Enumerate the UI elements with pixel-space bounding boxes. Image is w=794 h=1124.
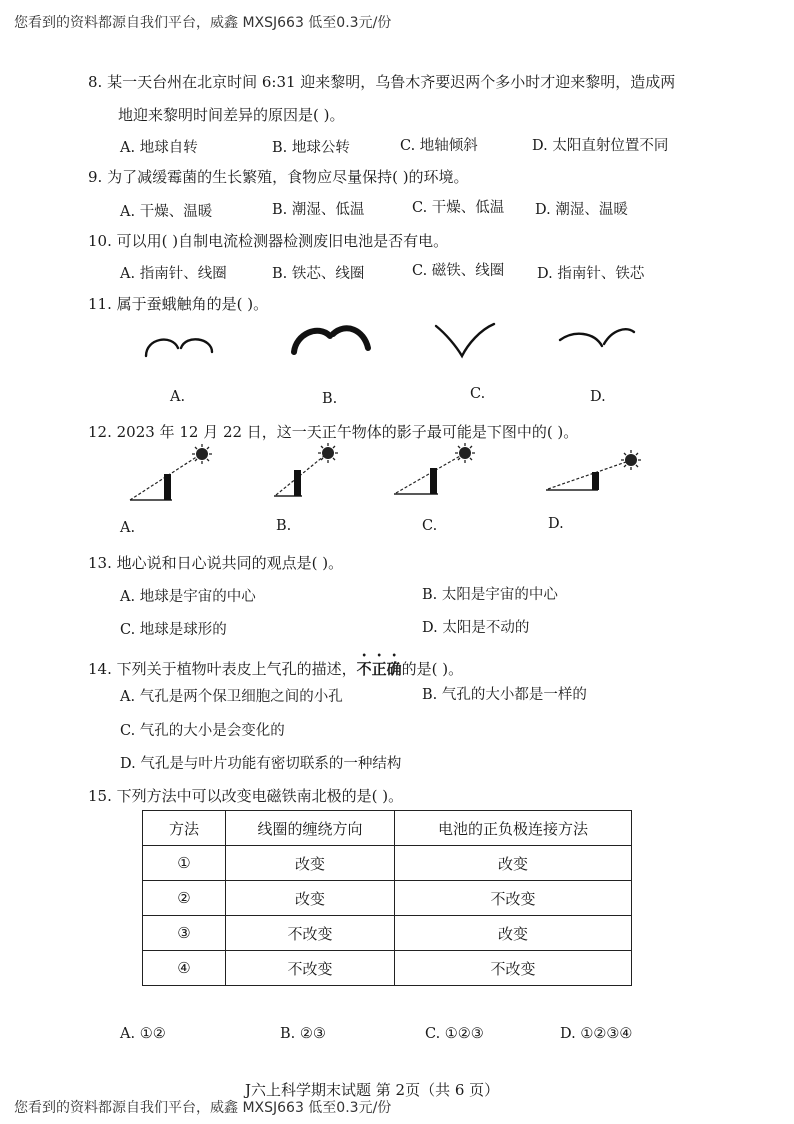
q10-stem: 10. 可以用( )自制电流检测器检测废旧电池是否有电。 — [88, 232, 449, 250]
table-cell: 不改变 — [395, 951, 632, 986]
q13-option-b: B. 太阳是宇宙的中心 — [422, 587, 558, 603]
q11-label-d: D. — [590, 389, 606, 405]
table-cell: ① — [143, 846, 226, 881]
table-cell: 不改变 — [226, 916, 395, 951]
shadow-figure-d — [546, 450, 641, 490]
q9-stem: 9. 为了减缓霉菌的生长繁殖，食物应尽量保持( )的环境。 — [88, 168, 469, 186]
table-cell: ③ — [143, 916, 226, 951]
table-cell: 不改变 — [226, 951, 395, 986]
shadow-figure-b — [274, 443, 338, 496]
q9-option-a: A. 干燥、温暖 — [120, 204, 213, 220]
shadow-figure-a — [130, 444, 212, 500]
q15-option-c: C. ①②③ — [425, 1026, 484, 1042]
q15-option-b: B. ②③ — [280, 1026, 326, 1042]
q14-stem-emphasis: 不正确 — [356, 660, 402, 678]
table-cell: 不改变 — [395, 881, 632, 916]
q12-label-d: D. — [548, 516, 564, 532]
table-header-row — [143, 811, 632, 846]
q12-label-a: A. — [120, 520, 136, 536]
table-cell: 改变 — [395, 916, 632, 951]
q13-option-d: D. 太阳是不动的 — [422, 620, 530, 636]
q8-stem-line2: 地迎来黎明时间差异的原因是( )。 — [118, 106, 345, 124]
q12-label-b: B. — [276, 518, 292, 534]
q11-label-c: C. — [470, 386, 486, 402]
q13-option-a: A. 地球是宇宙的中心 — [120, 589, 256, 605]
q8-option-b: B. 地球公转 — [272, 140, 350, 156]
q15-table — [142, 810, 632, 986]
table-cell: 改变 — [226, 846, 395, 881]
footer-page-title: J六上科学期末试题 第 2页（共 6 页） — [245, 1081, 500, 1099]
table-header-battery: 电池的正负极连接方法 — [395, 811, 632, 846]
q14-stem — [88, 650, 463, 679]
header-promo: 您看到的资料都源自我们平台，威鑫 MXSJ663 低至0.3元/份 — [14, 15, 392, 31]
q14-stem-start: 14. 下列关于植物叶表皮上气孔的描述， — [88, 660, 357, 678]
table-cell: 改变 — [226, 881, 395, 916]
q12-label-c: C. — [422, 518, 438, 534]
table-row — [143, 881, 632, 916]
q11-label-b: B. — [322, 391, 338, 407]
table-cell: ② — [143, 881, 226, 916]
table-cell: 改变 — [395, 846, 632, 881]
table-cell: ④ — [143, 951, 226, 986]
q8-option-c: C. 地轴倾斜 — [400, 138, 478, 154]
table-row — [143, 916, 632, 951]
q10-option-d: D. 指南针、铁芯 — [537, 266, 645, 282]
q10-option-a: A. 指南针、线圈 — [120, 266, 227, 282]
table-header-coil: 线圈的缠绕方向 — [226, 811, 395, 846]
table-row — [143, 951, 632, 986]
q8-stem-line1: 8. 某一天台州在北京时间 6:31 迎来黎明，乌鲁木齐要迟两个多小时才迎来黎明，造成两 — [88, 73, 676, 91]
q14-option-a: A. 气孔是两个保卫细胞之间的小孔 — [120, 689, 343, 705]
q8-option-a: A. 地球自转 — [120, 140, 198, 156]
q13-stem: 13. 地心说和日心说共同的观点是( )。 — [88, 554, 344, 572]
table-header-method: 方法 — [143, 811, 226, 846]
q8-option-d: D. 太阳直射位置不同 — [532, 138, 669, 154]
q10-option-b: B. 铁芯、线圈 — [272, 266, 365, 282]
q14-stem-end: 的是( )。 — [401, 660, 464, 678]
q14-option-c: C. 气孔的大小是会变化的 — [120, 723, 285, 739]
shadow-figure-c — [394, 443, 475, 494]
q15-stem: 15. 下列方法中可以改变电磁铁南北极的是( )。 — [88, 787, 404, 805]
q15-option-a: A. ①② — [120, 1026, 166, 1042]
q14-option-d: D. 气孔是与叶片功能有密切联系的一种结构 — [120, 756, 402, 772]
footer-promo: 您看到的资料都源自我们平台，威鑫 MXSJ663 低至0.3元/份 — [14, 1100, 392, 1116]
q11-stem: 11. 属于蚕蛾触角的是( )。 — [88, 295, 269, 313]
q12-shadow-figures — [0, 0, 794, 520]
table-row — [143, 846, 632, 881]
q11-label-a: A. — [170, 389, 186, 405]
q9-option-b: B. 潮湿、低温 — [272, 202, 365, 218]
q9-option-d: D. 潮湿、温暖 — [535, 202, 628, 218]
q10-option-c: C. 磁铁、线圈 — [412, 263, 505, 279]
q13-option-c: C. 地球是球形的 — [120, 622, 227, 638]
q14-option-b: B. 气孔的大小都是一样的 — [422, 687, 587, 703]
q9-option-c: C. 干燥、低温 — [412, 200, 505, 216]
q12-stem: 12. 2023 年 12 月 22 日，这一天正午物体的影子最可能是下图中的( )。 — [88, 423, 579, 441]
q15-option-d: D. ①②③④ — [560, 1026, 633, 1042]
